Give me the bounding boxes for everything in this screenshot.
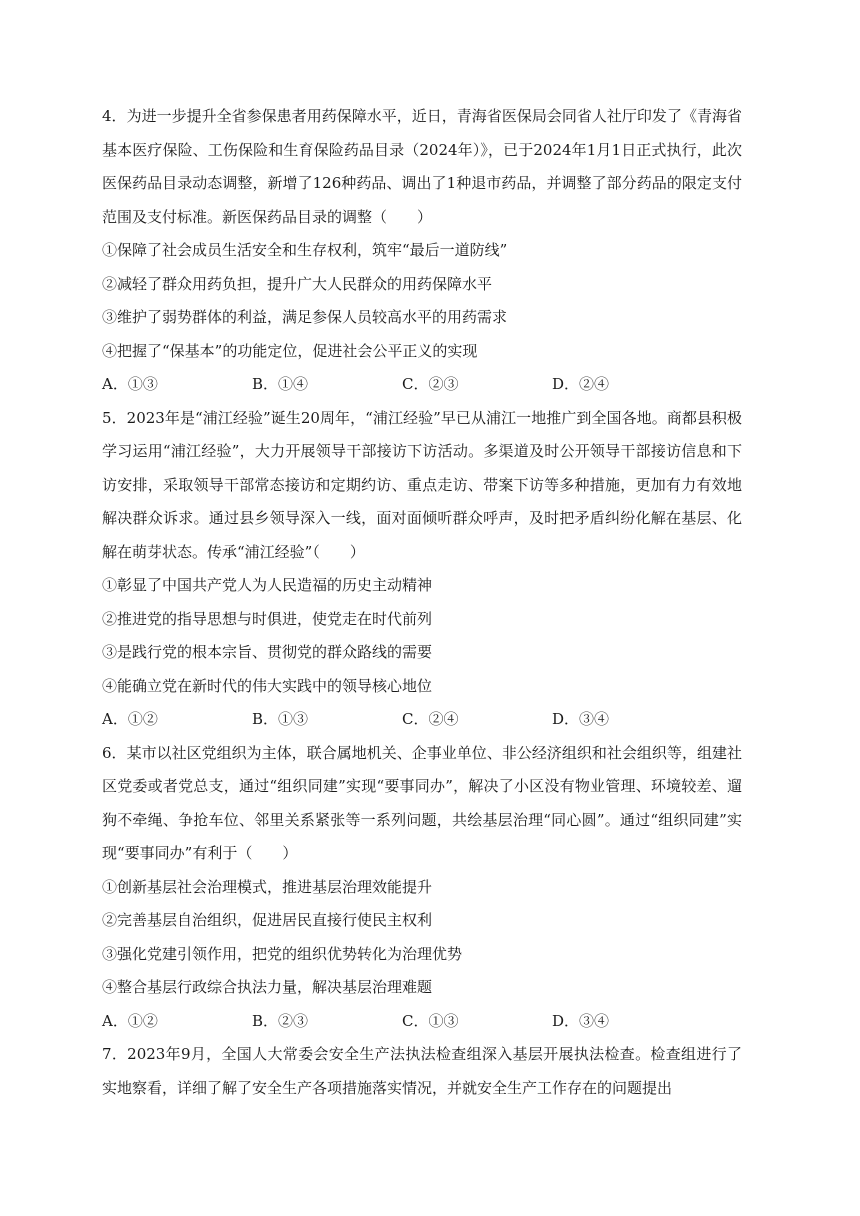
question-stem: 6．某市以社区党组织为主体，联合属地机关、企事业单位、非公经济组织和社会组织等，组建社区党委或者党总支，通过“组织同建”实现“要事同办”，解决了小区没有物业管理、环境较差、遛狗不牵绳、争抢车位、邻里关系紧张等一系列问题，共绘基层治理“同心圆”。通过“组织同建”实现“要事同办”有利于（ ） <box>102 743 742 862</box>
choice-d: D．②④ <box>552 375 610 393</box>
choice-c: C．②③ <box>402 375 459 393</box>
statement-option: ③强化党建引领作用，把党的组织优势转化为治理优势 <box>102 944 463 963</box>
statement-option: ③是践行党的根本宗旨、贯彻党的群众路线的需要 <box>102 643 433 661</box>
statement-option: ②推进党的指导思想与时俱进，使党走在时代前列 <box>102 609 433 628</box>
choice-c: C．②④ <box>402 710 459 728</box>
statement-option: ②减轻了群众用药负担，提升广大人民群众的用药保障水平 <box>102 274 493 293</box>
answer-choices <box>102 1005 742 1039</box>
question-6 <box>102 737 742 1039</box>
choice-d: D．③④ <box>552 1011 610 1030</box>
choice-b: B．②③ <box>252 1011 309 1030</box>
document-page <box>102 100 742 1105</box>
statement-option: ③维护了弱势群体的利益，满足参保人员较高水平的用药需求 <box>102 308 508 326</box>
statement-option: ①保障了社会成员生活安全和生存权利，筑牢“最后一道防线” <box>102 241 508 259</box>
choice-a: A．①③ <box>102 375 158 393</box>
question-5 <box>102 402 742 737</box>
choice-c: C．①③ <box>402 1011 459 1030</box>
statement-option: ④能确立党在新时代的伟大实践中的领导核心地位 <box>102 676 433 695</box>
choice-a: A．①② <box>102 710 158 728</box>
statement-option: ②完善基层自治组织，促进居民直接行使民主权利 <box>102 911 433 929</box>
statement-option: ④整合基层行政综合执法力量，解决基层治理难题 <box>102 978 433 996</box>
question-stem: 5．2023年是“浦江经验”诞生20周年，“浦江经验”早已从浦江一地推广到全国各地。商都县积极学习运用“浦江经验”，大力开展领导干部接访下访活动。多渠道及时公开领导干部接访信息和下访安排，采取领导干部常态接访和定期约访、重点走访、带案下访等多种措施，更加有力有效地解决群众诉求。通过县乡领导深入一线，面对面倾听群众呼声，及时把矛盾纠纷化解在基层、化解在萌芽状态。传承“浦江经验”（ ） <box>102 408 742 561</box>
choice-b: B．①④ <box>252 375 309 393</box>
statement-option: ④把握了“保基本”的功能定位，促进社会公平正义的实现 <box>102 341 478 360</box>
choice-b: B．①③ <box>252 710 309 728</box>
question-7 <box>102 1038 742 1105</box>
question-stem: 7．2023年9月，全国人大常委会安全生产法执法检查组深入基层开展执法检查。检查组进行了实地察看，详细了解了安全生产各项措施落实情况，并就安全生产工作存在的问题提出 <box>102 1045 742 1097</box>
statement-option: ①彰显了中国共产党人为人民造福的历史主动精神 <box>102 576 433 594</box>
answer-choices <box>102 703 742 737</box>
statement-option: ①创新基层社会治理模式，推进基层治理效能提升 <box>102 877 433 896</box>
question-stem: 4．为进一步提升全省参保患者用药保障水平，近日，青海省医保局会同省人社厅印发了《青海省基本医疗保险、工伤保险和生育保险药品目录（2024年）》，已于2024年1月1日正式执行，此次医保药品目录动态调整，新增了126种药品、调出了1种退市药品，并调整了部分药品的限定支付范围及支付标准。新医保药品目录的调整（ ） <box>102 107 742 226</box>
question-4 <box>102 100 742 402</box>
choice-d: D．③④ <box>552 710 610 728</box>
choice-a: A．①② <box>102 1011 158 1030</box>
answer-choices <box>102 368 742 402</box>
